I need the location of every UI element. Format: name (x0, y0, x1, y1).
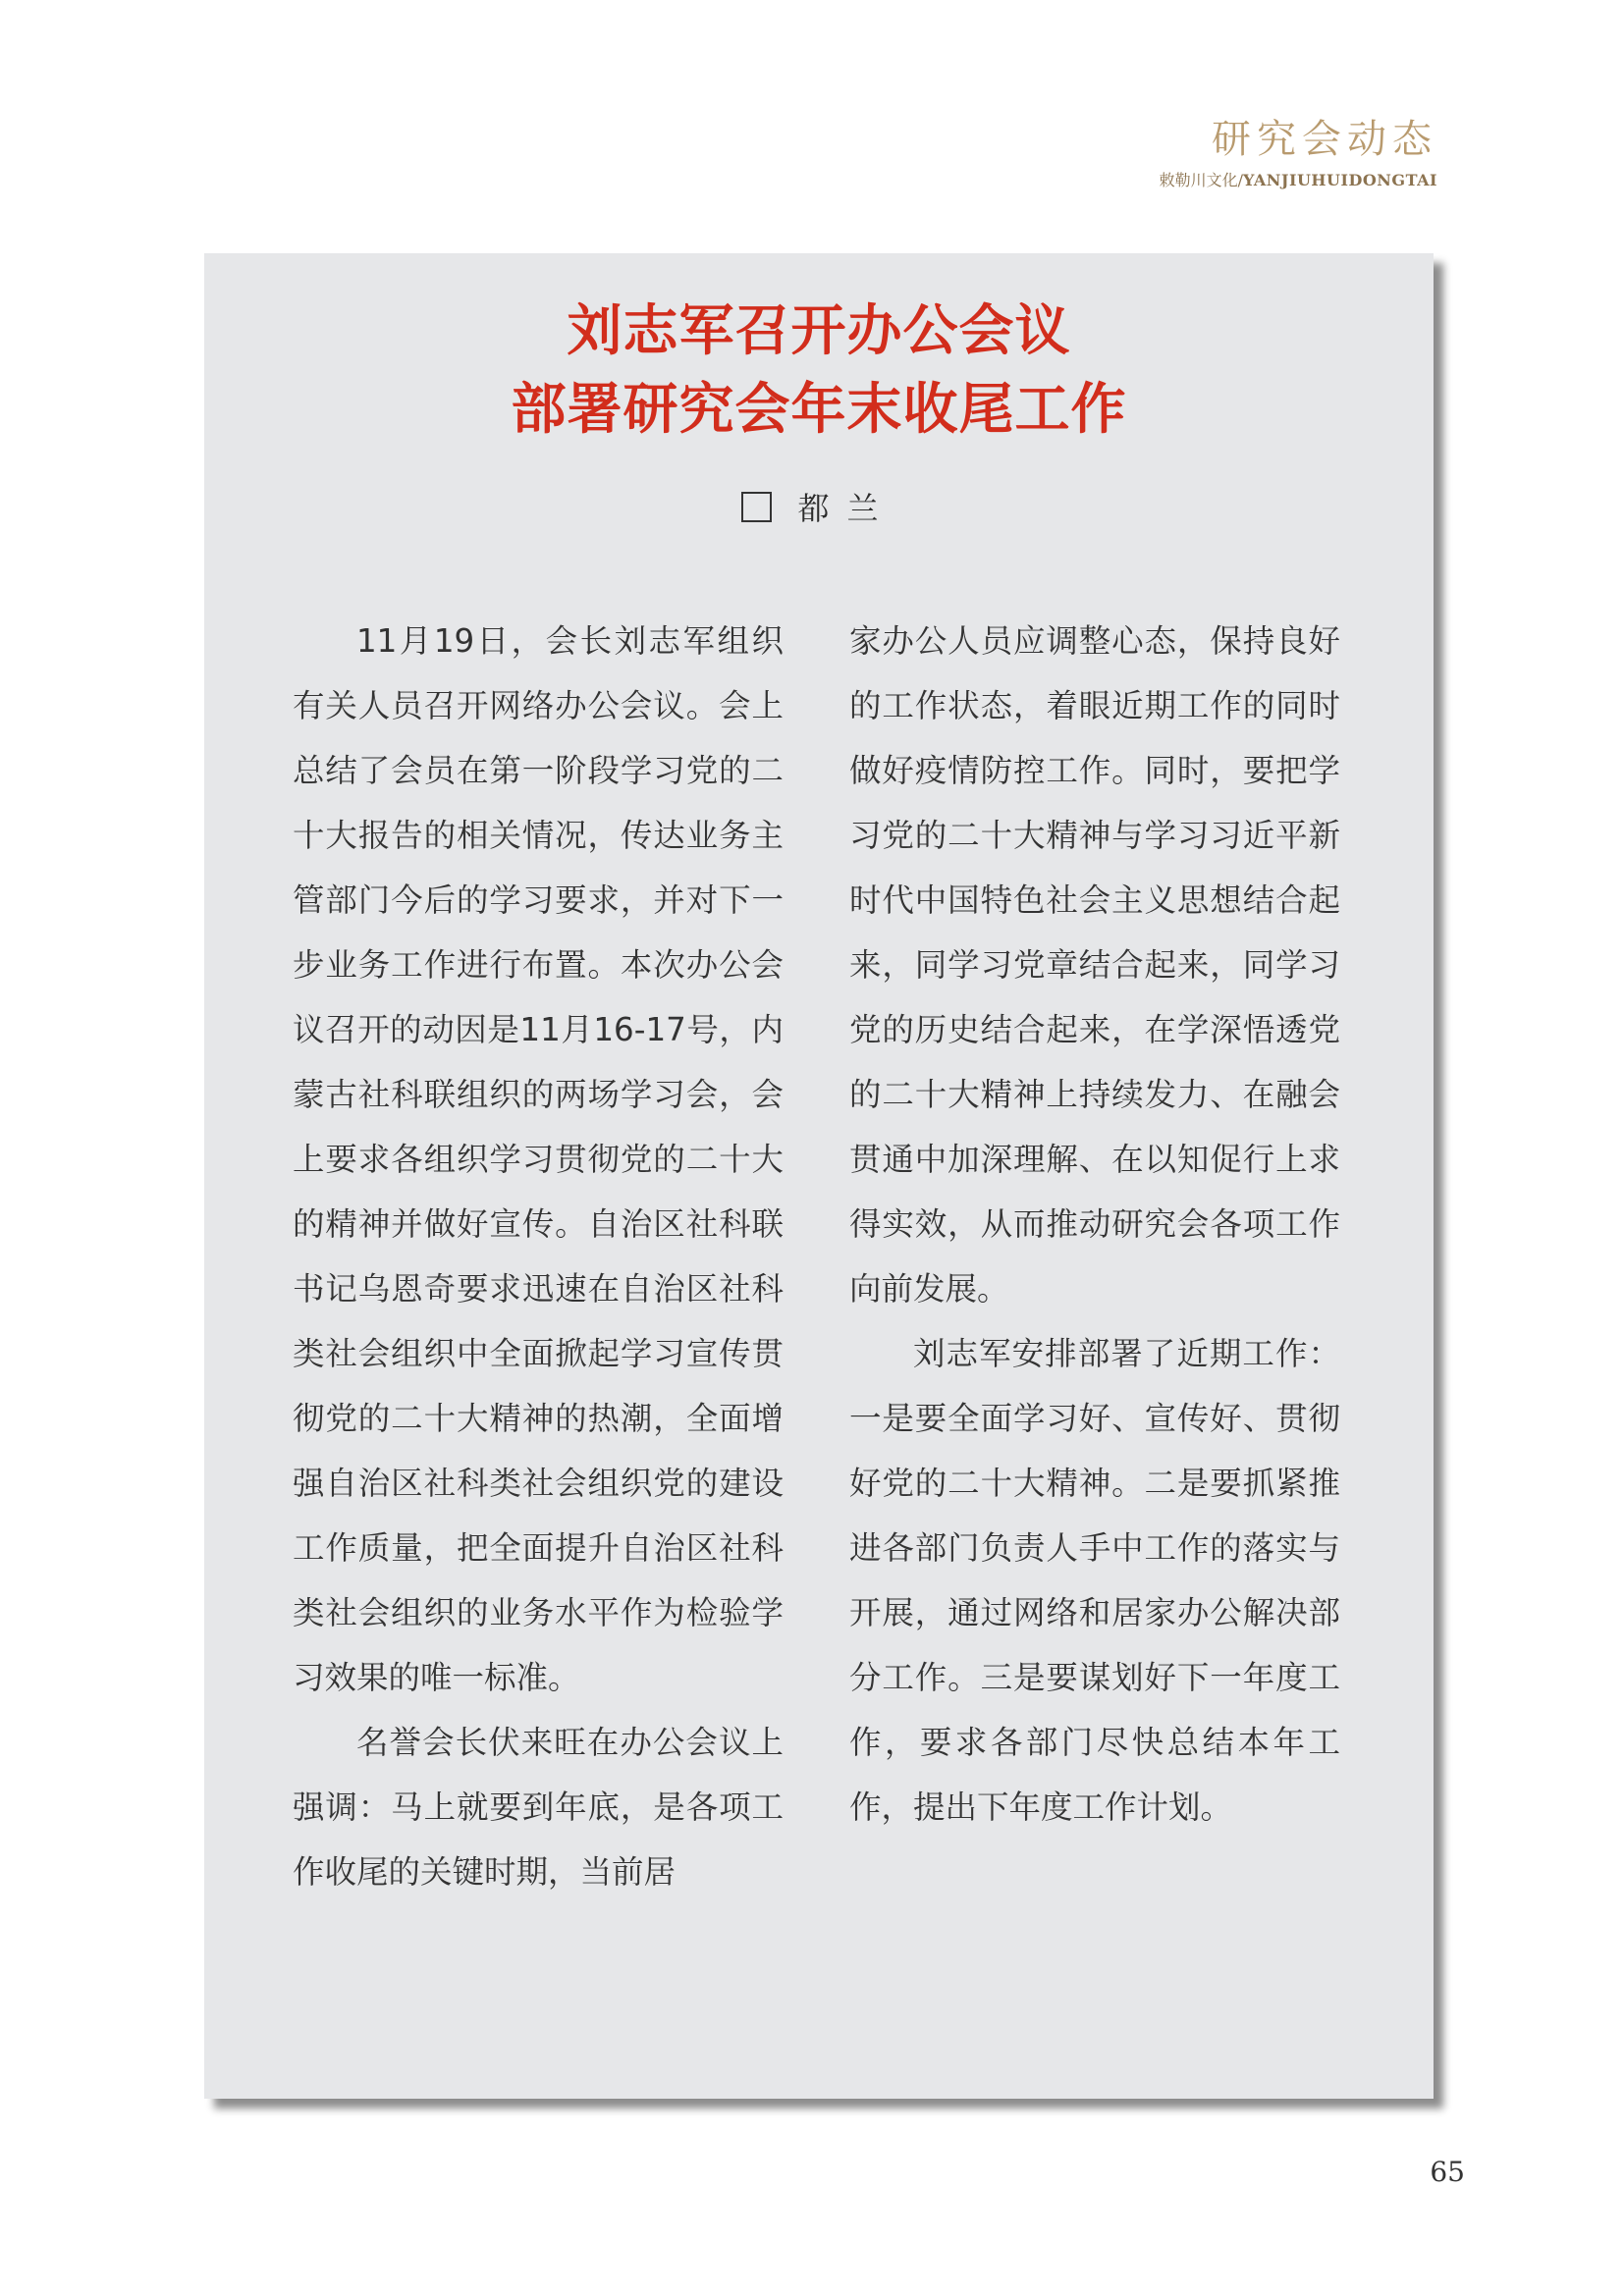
section-subtitle-separator: / (1237, 171, 1243, 189)
byline (204, 489, 1434, 528)
article-card (204, 253, 1434, 2099)
left-column (293, 609, 784, 1904)
section-title: 研究会动态 (1212, 117, 1437, 162)
article-title-line-2: 部署研究会年末收尾工作 (511, 378, 1127, 442)
right-column (849, 609, 1340, 1840)
article-title-line-1: 刘志军召开办公会议 (567, 299, 1071, 363)
page-number: 65 (1430, 2156, 1465, 2188)
section-subtitle-en: YANJIUHUIDONGTAI (1242, 171, 1437, 189)
paragraph-3: 刘志军安排部署了近期工作：一是要全面学习好、宣传好、贯彻好党的二十大精神。二是要抓紧推进各部门负责人手中工作的落实与开展，通过网络和居家办公解决部分工作。三是要谋划好下一年度工作，要求各部门尽快总结本年工作，提出下年度工作计划。 (849, 1335, 1340, 1826)
section-subtitle-cn: 敕勒川文化 (1159, 171, 1238, 189)
author-name: 都兰 (797, 490, 896, 527)
paragraph-1: 11月19日，会长刘志军组织有关人员召开网络办公会议。会上总结了会员在第一阶段学习党的二十大报告的相关情况，传达业务主管部门今后的学习要求，并对下一步业务工作进行布置。本次办公会议召开的动因是11月16-17号，内蒙古社科联组织的两场学习会，会上要求各组织学习贯彻党的二十大的精神并做好宣传。自治区社科联书记乌恩奇要求迅速在自治区社科类社会组织中全面掀起学习宣传贯彻党的二十大精神的热潮，全面增强自治区社科类社会组织党的建设工作质量，把全面提升自治区社科类社会组织的业务水平作为检验学习效果的唯一标准。 (293, 622, 784, 1696)
paragraph-2: 名誉会长伏来旺在办公会议上强调：马上就要到年底，是各项工作收尾的关键时期，当前居 (293, 1724, 784, 1891)
article-title (204, 293, 1434, 450)
section-header (1160, 116, 1437, 190)
byline-box-icon (741, 492, 772, 522)
paragraph-2-continued: 家办公人员应调整心态，保持良好的工作状态，着眼近期工作的同时做好疫情防控工作。同时，要把学习党的二十大精神与学习习近平新时代中国特色社会主义思想结合起来，同学习党章结合起来，同学习党的历史结合起来，在学深悟透党的二十大精神上持续发力、在融会贯通中加深理解、在以知促行上求得实效，从而推动研究会各项工作向前发展。 (849, 622, 1340, 1308)
section-subtitle (1160, 171, 1437, 190)
